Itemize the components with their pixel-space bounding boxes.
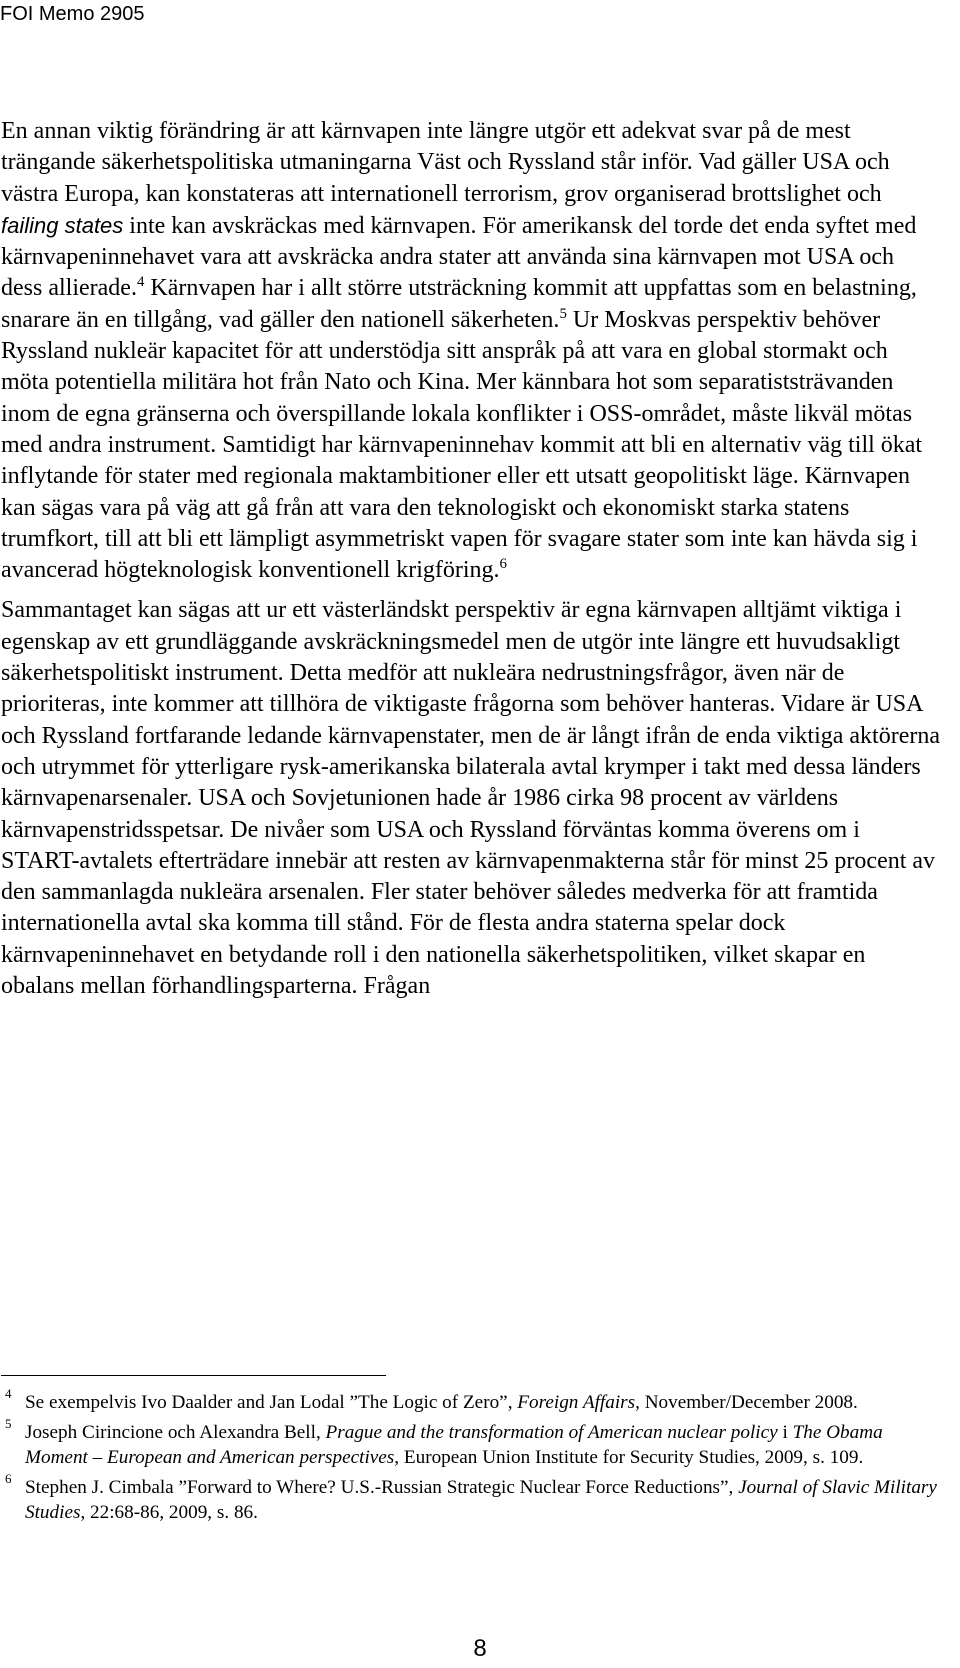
memo-body <box>1 116 941 1002</box>
paragraph-1 <box>1 116 941 586</box>
paragraph-1-text-d: Ur Moskvas perspektiv behöver Ryssland nukleär kapacitet för att understödja sitt anspråk på att vara en global stormakt och möta potentiella militära hot från Nato och Kina. Mer kännbara hot som separatiststrävanden inom de egna gränserna och överspillande lokala konflikter i OSS-området, måste likväl mötas med andra instrument. Samtidigt har kärnvapeninnehav kommit att bli en alternativ väg till ökat inflytande för stater med regionala maktambitioner eller ett utsatt geopolitiskt läge. Kärnvapen kan sägas vara på väg att gå från att vara den teknologiskt och ekonomiskt starka statens trumfkort, till att bli ett lämpligt asymmetriskt vapen för svagare stater som inte kan hävda sig i avancerad högteknologisk konventionell krigföring. <box>1 306 923 584</box>
footnote-number: 4 <box>5 1386 12 1401</box>
footnote-number: 5 <box>5 1415 12 1431</box>
italic-term: failing states <box>1 212 124 238</box>
footnote-italic: The Obama Moment – European and American perspectives, <box>25 1421 883 1468</box>
page-number: 8 <box>473 1635 487 1662</box>
footnote-text: , 22:68-86, 2009, s. 86. <box>80 1502 258 1523</box>
footnote-4 <box>1 1386 941 1416</box>
footnote-italic: Prague and the transformation of American nuclear policy <box>325 1421 778 1443</box>
footnotes <box>1 1386 941 1530</box>
footnote-6 <box>1 1470 941 1526</box>
footnote-text: Stephen J. Cimbala ”Forward to Where? U.S.-Russian Strategic Nuclear Force Reductions”, <box>25 1476 739 1498</box>
paragraph-1-text-b: inte kan avskräckas med kärnvapen. För amerikansk del torde det enda syftet med kärnvapeninnehavet vara att avskräcka andra stater att använda sina kärnvapen mot USA och dess allierade. <box>1 212 917 302</box>
footnote-text: i <box>777 1421 793 1443</box>
footnote-ref-6[interactable]: 6 <box>499 556 507 573</box>
footnote-ref-4[interactable]: 4 <box>136 274 145 291</box>
footnote-number: 6 <box>5 1470 12 1486</box>
paragraph-1-text-a: En annan viktig förändring är att kärnvapen inte längre utgör ett adekvat svar på de mest trängande säkerhetspolitiska utmaningarna Väst och Ryssland står inför. Vad gäller USA och västra Europa, kan konstateras att internationell terrorism, grov organiserad brottslighet och <box>1 118 890 207</box>
footnote-text: Se exempelvis Ivo Daalder and Jan Lodal ”The Logic of Zero”, <box>25 1392 518 1413</box>
footnote-separator <box>1 1375 386 1376</box>
footnote-italic: Foreign Affairs <box>517 1392 636 1413</box>
footnote-text: Joseph Cirincione och Alexandra Bell, <box>25 1421 326 1443</box>
footnote-text: European Union Institute for Security Studies, 2009, s. 109. <box>399 1447 864 1468</box>
paragraph-1-text-c: Kärnvapen har i allt större utsträckning kommit att uppfattas som en belastning, snarare än en tillgång, vad gäller den nationell säkerheten. <box>1 275 917 333</box>
footnote-italic: Journal of Slavic Military Studies <box>25 1476 937 1523</box>
footnote-text: , November/December 2008. <box>635 1392 858 1413</box>
document-header: FOI Memo 2905 <box>0 3 145 25</box>
paragraph-2: Sammantaget kan sägas att ur ett västerländskt perspektiv är egna kärnvapen alltjämt viktiga i egenskap av ett grundläggande avskräckningsmedel men de utgör inte längre ett huvudsakligt säkerhetspolitiskt instrument. Detta medför att nukleära nedrustningsfrågor, även när de prioriteras, inte kommer att tillhöra de viktigaste frågorna som behöver hanteras. Vidare är USA och Ryssland fortfarande ledande kärnvapenstater, men de är långt ifrån de enda viktiga aktörerna och utrymmet för ytterligare rysk-amerikanska bilaterala avtal krymper i takt med dessa länders kärnvapenarsenaler. USA och Sovjetunionen hade år 1986 cirka 98 procent av världens kärnvapenstridsspetsar. De nivåer som USA och Ryssland förväntas komma överens om i START-avtalets efterträdare innebär att resten av kärnvapenmakterna står för minst 25 procent av den sammanlagda nukleära arsenalen. Fler stater behöver således medverka för att framtida internationella avtal ska komma till stånd. För de flesta andra staterna spelar dock kärnvapeninnehavet en betydande roll i den nationella säkerhetspolitiken, vilket skapar en obalans mellan förhandlingsparterna. Frågan <box>1 597 941 1000</box>
footnote-ref-5[interactable]: 5 <box>559 305 567 322</box>
footnote-5 <box>1 1415 941 1471</box>
